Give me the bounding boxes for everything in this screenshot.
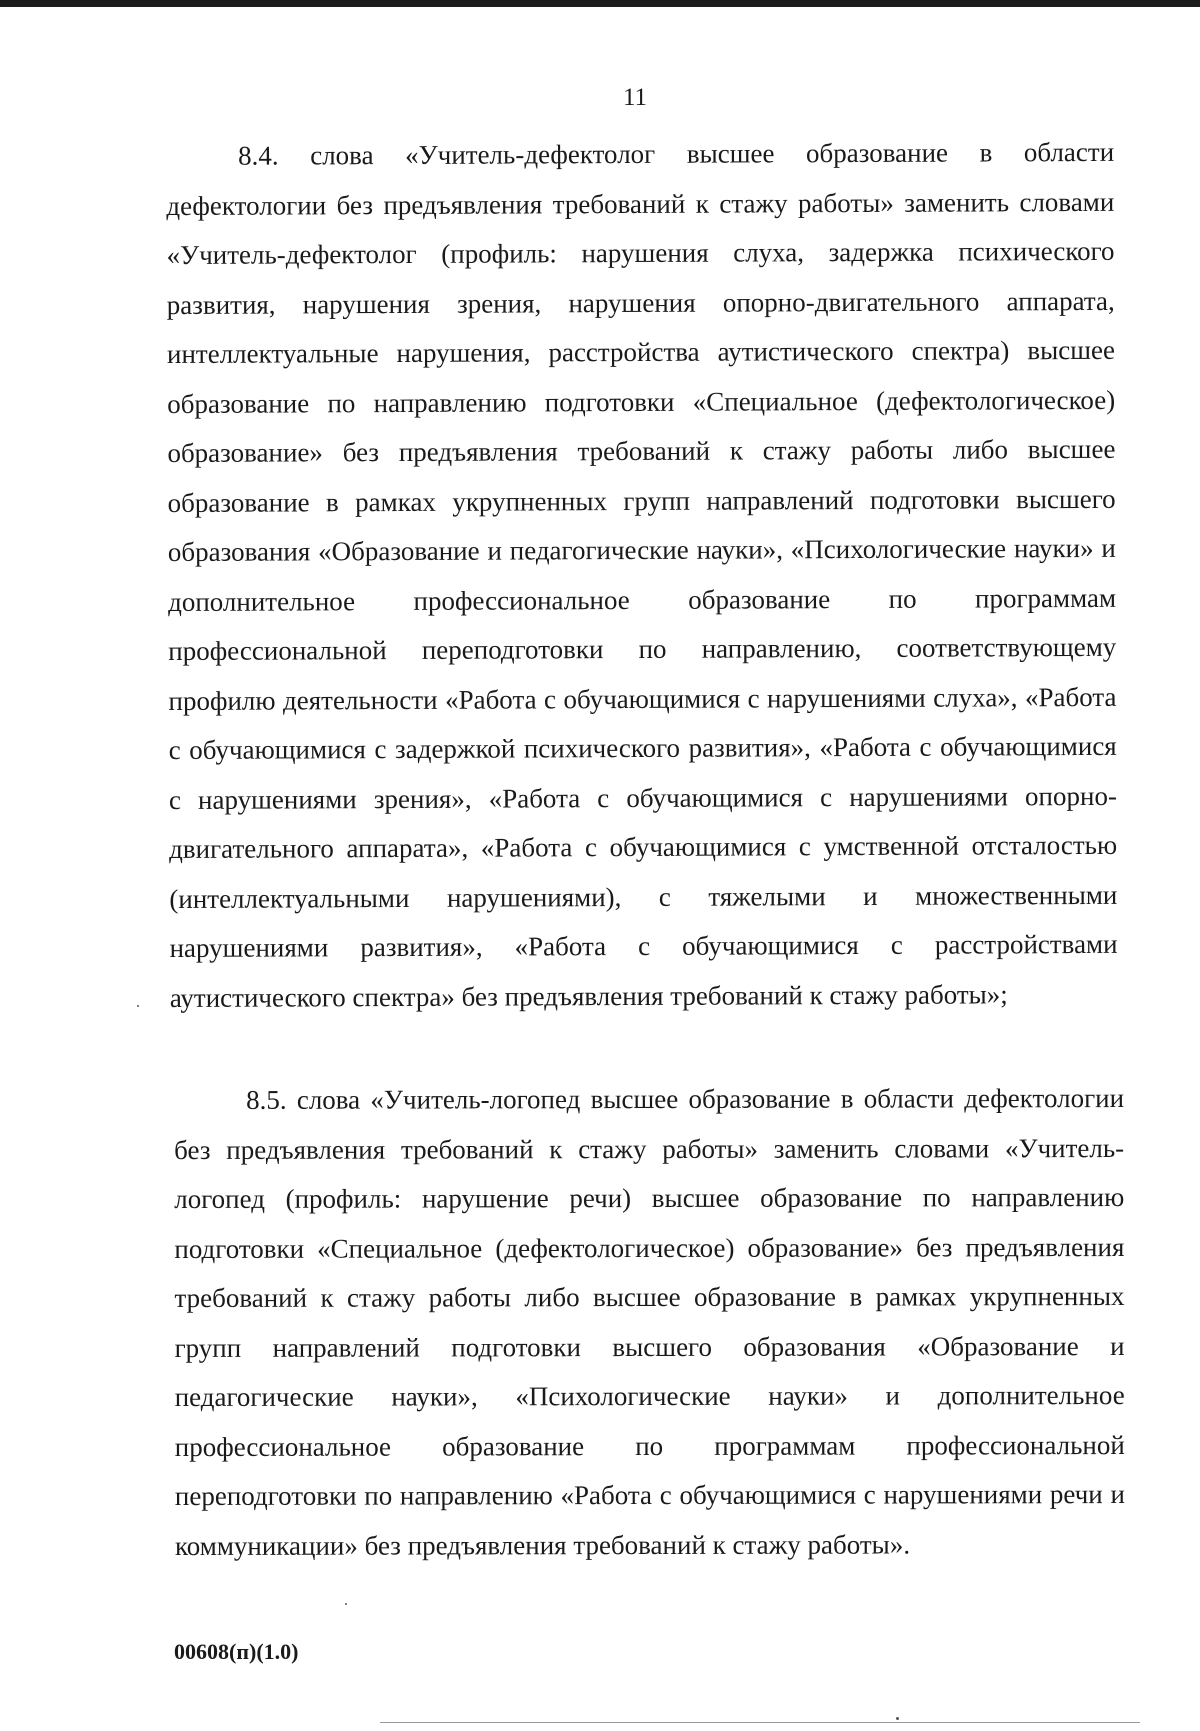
scan-speck (345, 1603, 347, 1605)
paragraph-number: 8.5. (246, 1084, 287, 1115)
scan-bottom-line (380, 1722, 1140, 1723)
page-number: 11 (622, 84, 648, 111)
paragraph-8-4 (166, 128, 1118, 1023)
document-code: 00608(п)(1.0) (174, 1639, 299, 1664)
paragraph-8-5 (174, 1074, 1125, 1571)
paragraph-number: 8.4. (238, 140, 279, 171)
paragraph-text: слова «Учитель-дефектолог высшее образование в области дефектологии без предъявления требований к стажу работы» заменить словами «Учитель-дефектолог (профиль: нарушения слуха, задержка психического развития, нарушения зрения, нарушения опорно-двигательного аппарата, интеллектуальные нарушения, расстройства аутистического спектра) высшее образование по направлению подготовки «Специальное (дефектологическое) образование» без предъявления требований к стажу работы либо высшее образование в рамках укрупненных групп направлений подготовки высшего образования «Образование и педагогические науки», «Психологические науки» и дополнительное профессиональное образование по программам профессиональной переподготовки по направлению, соответствующему профилю деятельности «Работа с обучающимися с нарушениями слуха», «Работа с обучающимися с задержкой психического развития», «Работа с обучающимися с нарушениями зрения», «Работа с обучающимися с нарушениями опорно-двигательного аппарата», «Работа с обучающимися с умственной отсталостью (интеллектуальными нарушениями), с тяжелыми и множественными нарушениями развития», «Работа с обучающимися с расстройствами аутистического спектра» без предъявления требований к стажу работы»; (166, 136, 1118, 1013)
scan-top-border (0, 0, 1200, 7)
paragraph-text: слова «Учитель-логопед высшее образование в области дефектологии без предъявления требований к стажу работы» заменить словами «Учитель-логопед (профиль: нарушение речи) высшее образование по направлению подготовки «Специальное (дефектологическое) образование» без предъявления требований к стажу работы либо высшее образование в рамках укрупненных групп направлений подготовки высшего образования «Образование и педагогические науки», «Психологические науки» и дополнительное профессиональное образование по программам профессиональной переподготовки по направлению «Работа с обучающимися с нарушениями речи и коммуникации» без предъявления требований к стажу работы». (174, 1083, 1125, 1561)
scan-speck (137, 1005, 139, 1007)
scan-speck (896, 1717, 899, 1720)
